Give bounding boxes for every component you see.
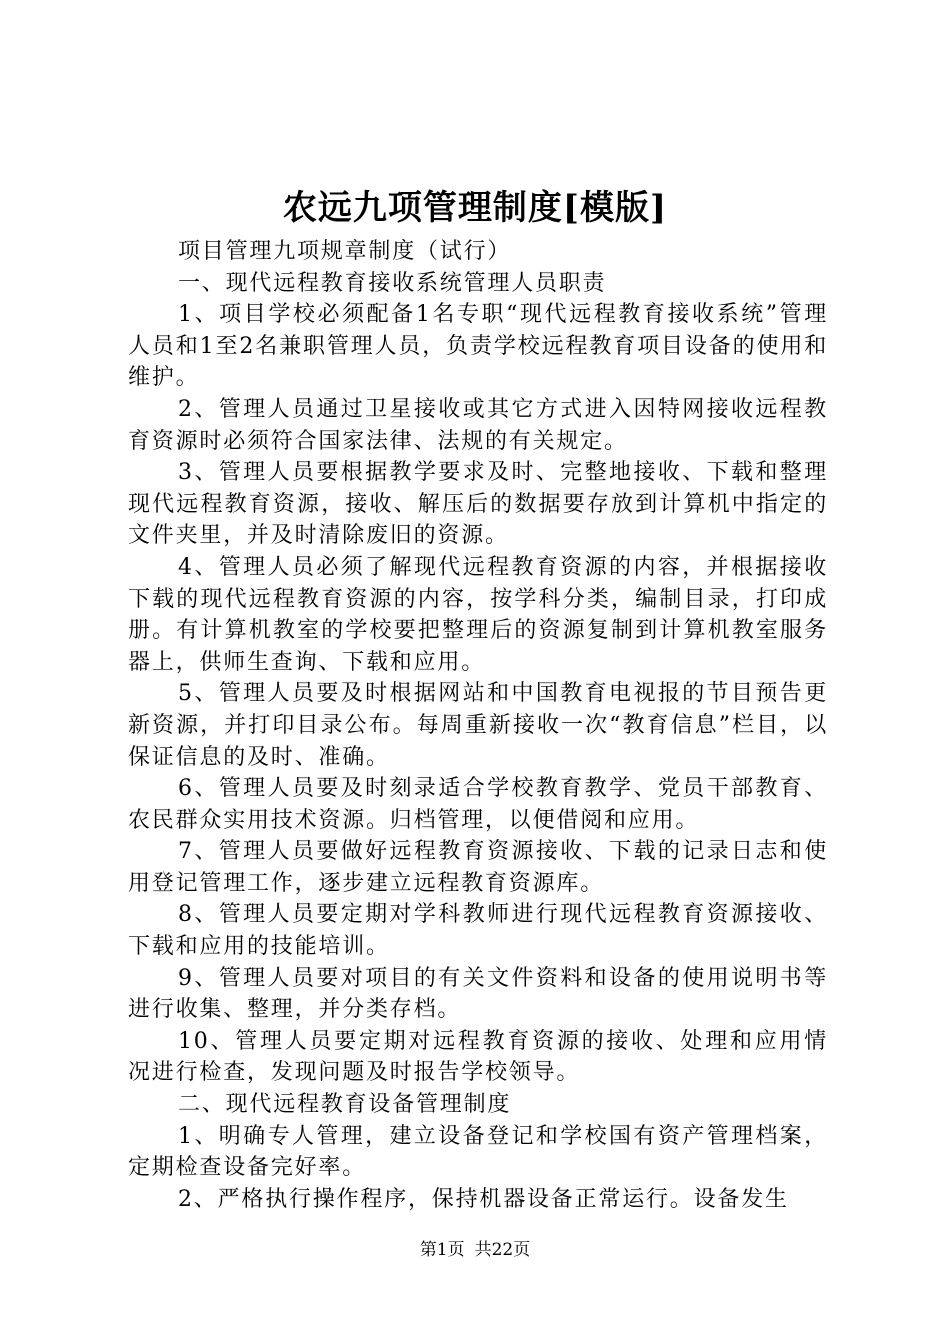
page-number: 第1页	[419, 1240, 465, 1260]
document-title: 农远九项管理制度[模版]	[282, 188, 668, 228]
paragraph: 2、严格执行操作程序，保持机器设备正常运行。设备发生	[178, 1186, 789, 1212]
paragraph: 4、管理人员必须了解现代远程教育资源的内容，并根据接收下载的现代远程教育资源的内容，按学科分类，编制目录，打印成册。有计算机教室的学校要把整理后的资源复制到计算机教室服务器上，供师生查询、下载和应用。	[128, 554, 828, 675]
section-heading-1: 一、现代远程教育接收系统管理人员职责	[178, 270, 607, 296]
paragraph: 5、管理人员要及时根据网站和中国教育电视报的节目预告更新资源，并打印目录公布。每周重新接收一次“教育信息”栏目，以保证信息的及时、准确。	[128, 681, 828, 770]
paragraph: 10、管理人员要定期对远程教育资源的接收、处理和应用情况进行检查，发现问题及时报告学校领导。	[128, 1028, 828, 1086]
page-total: 共22页	[474, 1240, 531, 1260]
paragraph: 1、项目学校必须配备1名专职“现代远程教育接收系统”管理人员和1至2名兼职管理人员，负责学校远程教育项目设备的使用和维护。	[128, 302, 828, 391]
paragraph: 2、管理人员通过卫星接收或其它方式进入因特网接收远程教育资源时必须符合国家法律、法规的有关规定。	[128, 396, 828, 454]
page-footer	[0, 1238, 950, 1262]
paragraph: 6、管理人员要及时刻录适合学校教育教学、党员干部教育、农民群众实用技术资源。归档管理，以便借阅和应用。	[128, 776, 828, 833]
paragraph: 7、管理人员要做好远程教育资源接收、下载的记录日志和使用登记管理工作，逐步建立远程教育资源库。	[128, 839, 828, 896]
paragraph: 9、管理人员要对项目的有关文件资料和设备的使用说明书等进行收集、整理，并分类存档。	[128, 965, 828, 1023]
paragraph: 8、管理人员要定期对学科教师进行现代远程教育资源接收、下载和应用的技能培训。	[128, 902, 828, 960]
paragraph: 1、明确专人管理，建立设备登记和学校国有资产管理档案，定期检查设备完好率。	[128, 1123, 828, 1181]
paragraph-subtitle: 项目管理九项规章制度（试行）	[178, 239, 512, 264]
section-heading-2: 二、现代远程教育设备管理制度	[178, 1092, 512, 1118]
document-body	[128, 236, 828, 1215]
paragraph: 3、管理人员要根据教学要求及时、完整地接收、下载和整理现代远程教育资源，接收、解压后的数据要存放到计算机中指定的文件夹里，并及时清除废旧的资源。	[128, 460, 828, 549]
